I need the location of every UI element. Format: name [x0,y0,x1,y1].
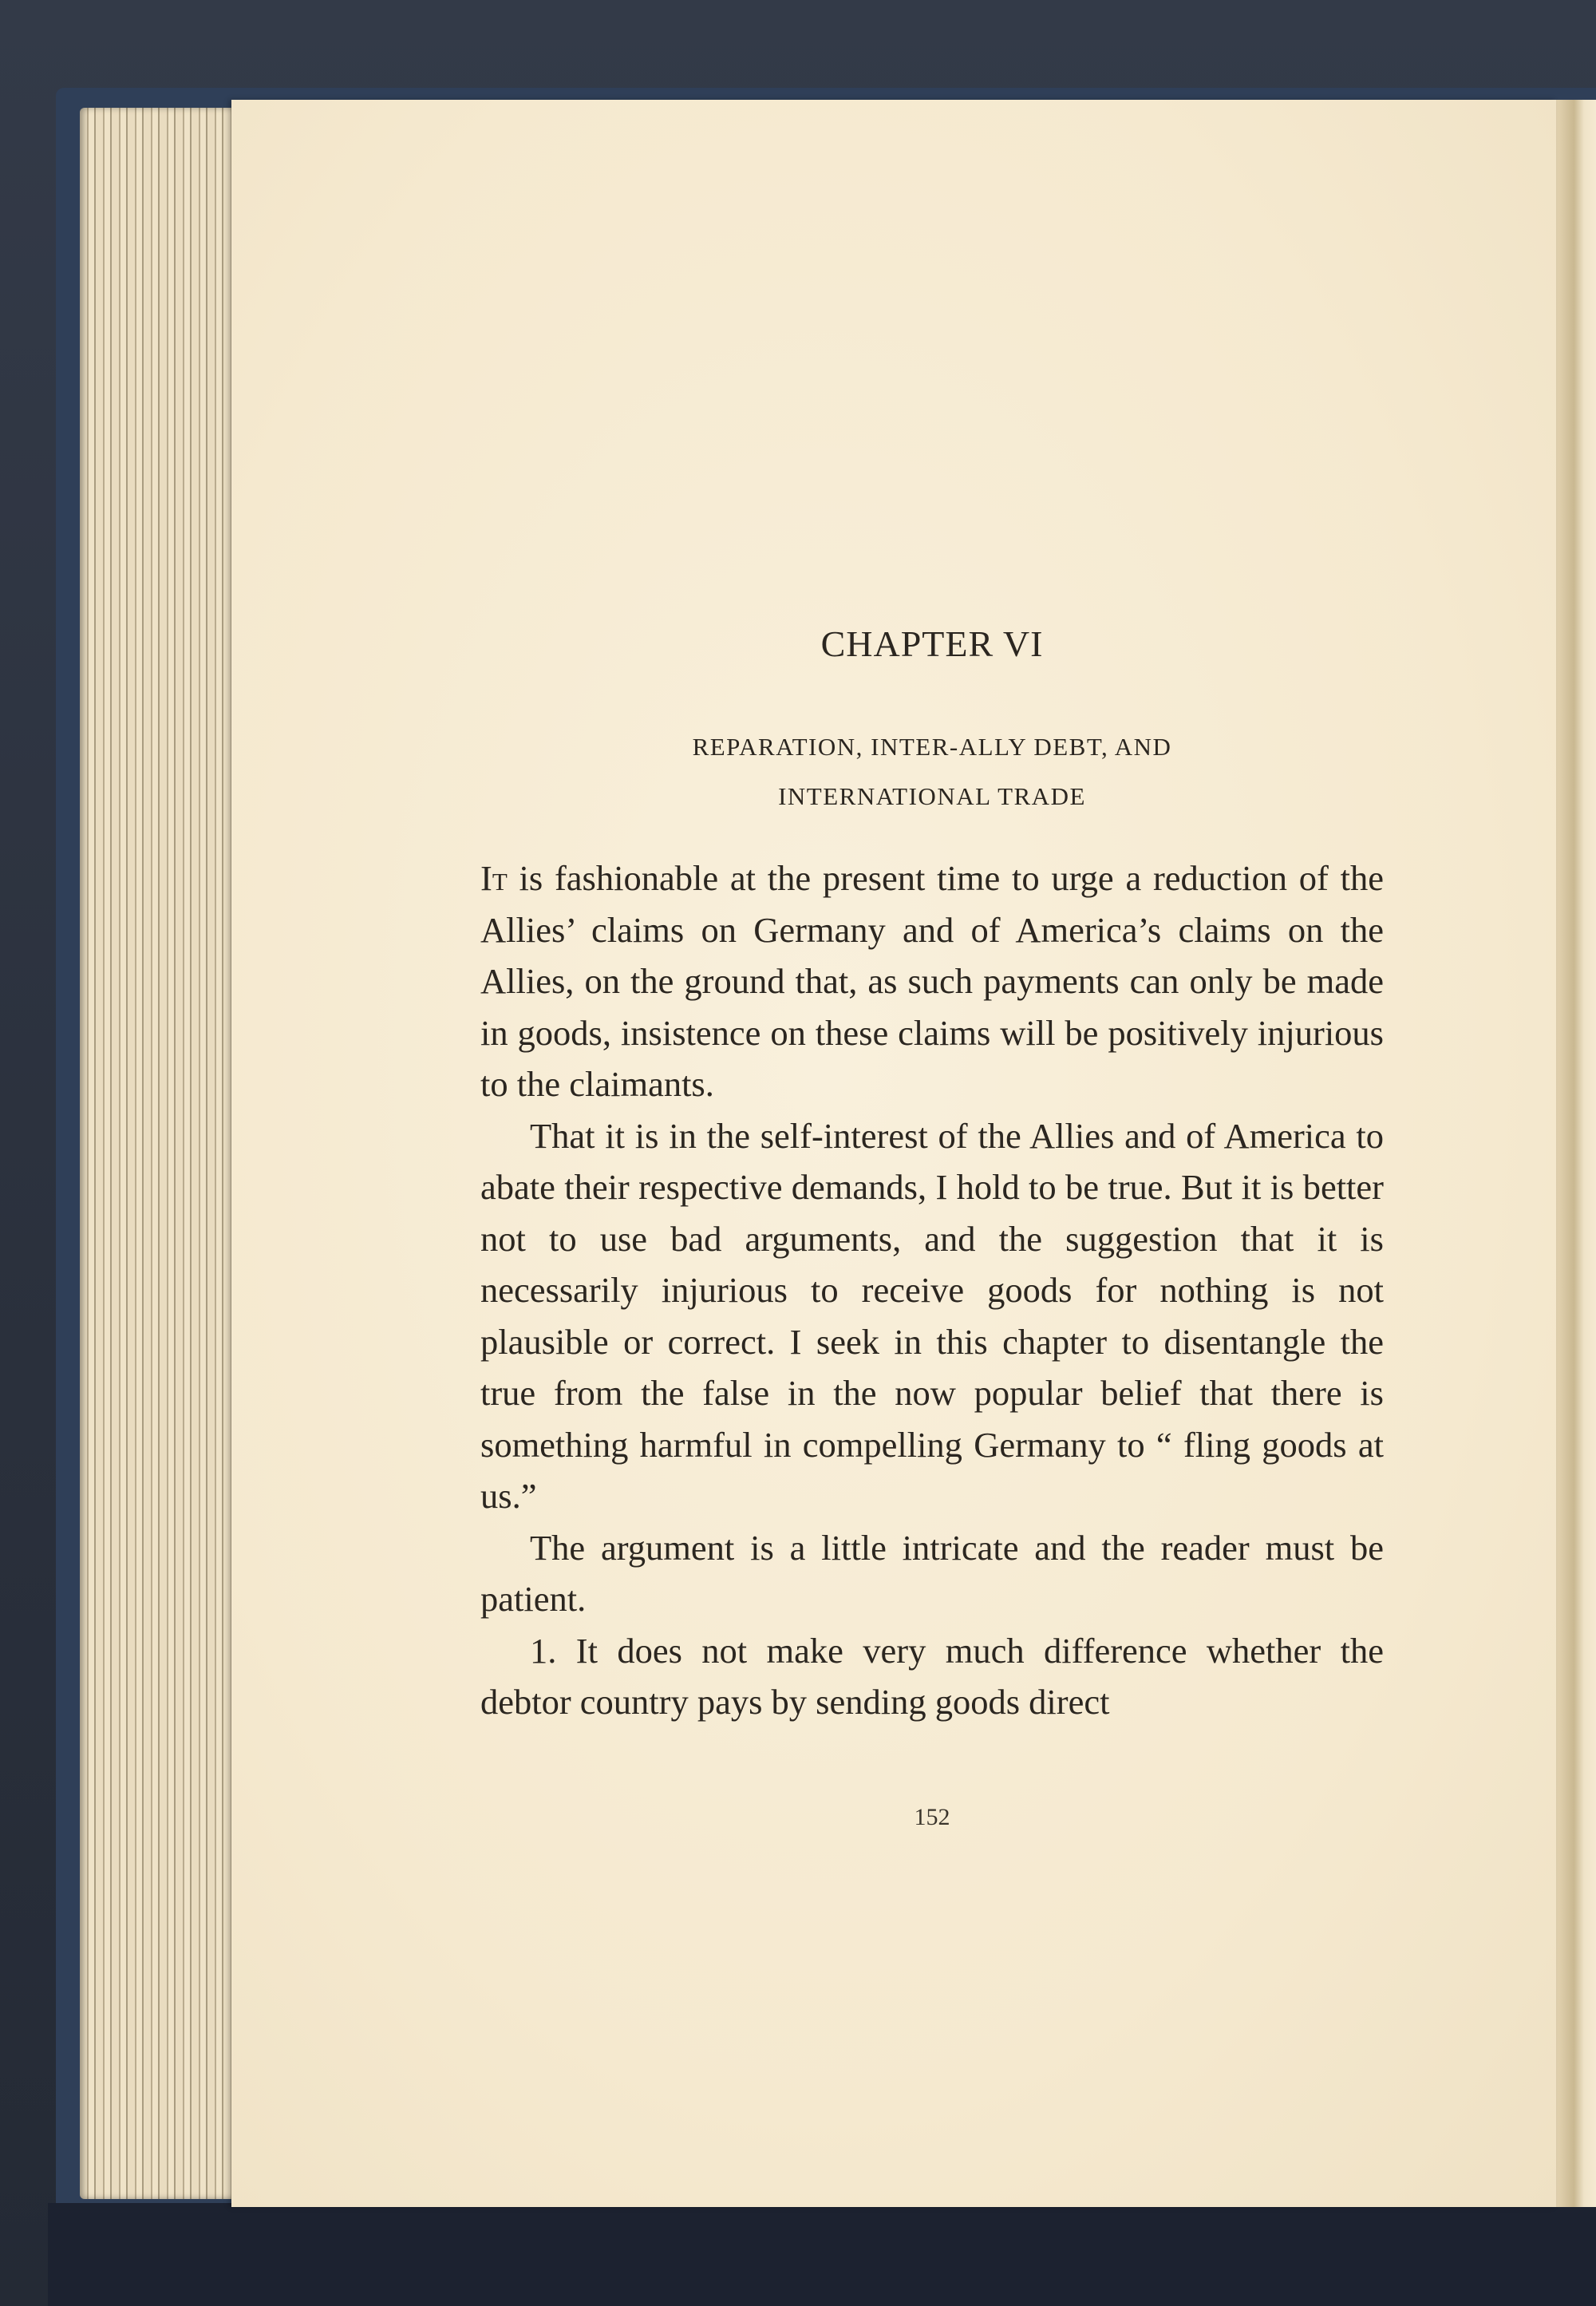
page-gutter [1556,100,1596,2207]
paragraph-1-lead: It [480,858,508,898]
chapter-heading: CHAPTER VI [820,623,1044,664]
paragraph-2: That it is in the self-interest of the Allies and of America to abate their respective demands, I hold to be true. But it is better not to use bad arguments, and the suggestion that it is necessarily injurious to receive goods for nothing is not plausible or correct. I seek in this chapter to disentangle the true from the false in the now popular belief that there is something harmful in compelling Germany to “ fling goods at us.” [480,1115,1384,1516]
chapter-subtitle-line-2: INTERNATIONAL TRADE [778,782,1086,810]
paragraph-1-text: is fashionable at the present time to urge a reduction of the Allies’ claims on Germany and of America’s claims on the Allies, on the ground that, as such payments can only be made in goods, insistence on these claims will be positively injurious to the claimants. [480,858,1384,1104]
paragraph-3: The argument is a little intricate and the reader must be patient. [480,1527,1384,1619]
paragraph-4: 1. It does not make very much difference whether the debtor country pays by sending goods direct [480,1630,1384,1722]
chapter-subtitle-line-1: REPARATION, INTER-ALLY DEBT, AND [692,733,1172,761]
page-edges [80,108,239,2199]
book-bottom-edge [48,2203,1596,2306]
chapter-subtitle [480,722,1384,821]
chapter-body [480,852,1384,1728]
page-number: 152 [914,1804,950,1830]
paragraph-1 [480,852,1384,1110]
